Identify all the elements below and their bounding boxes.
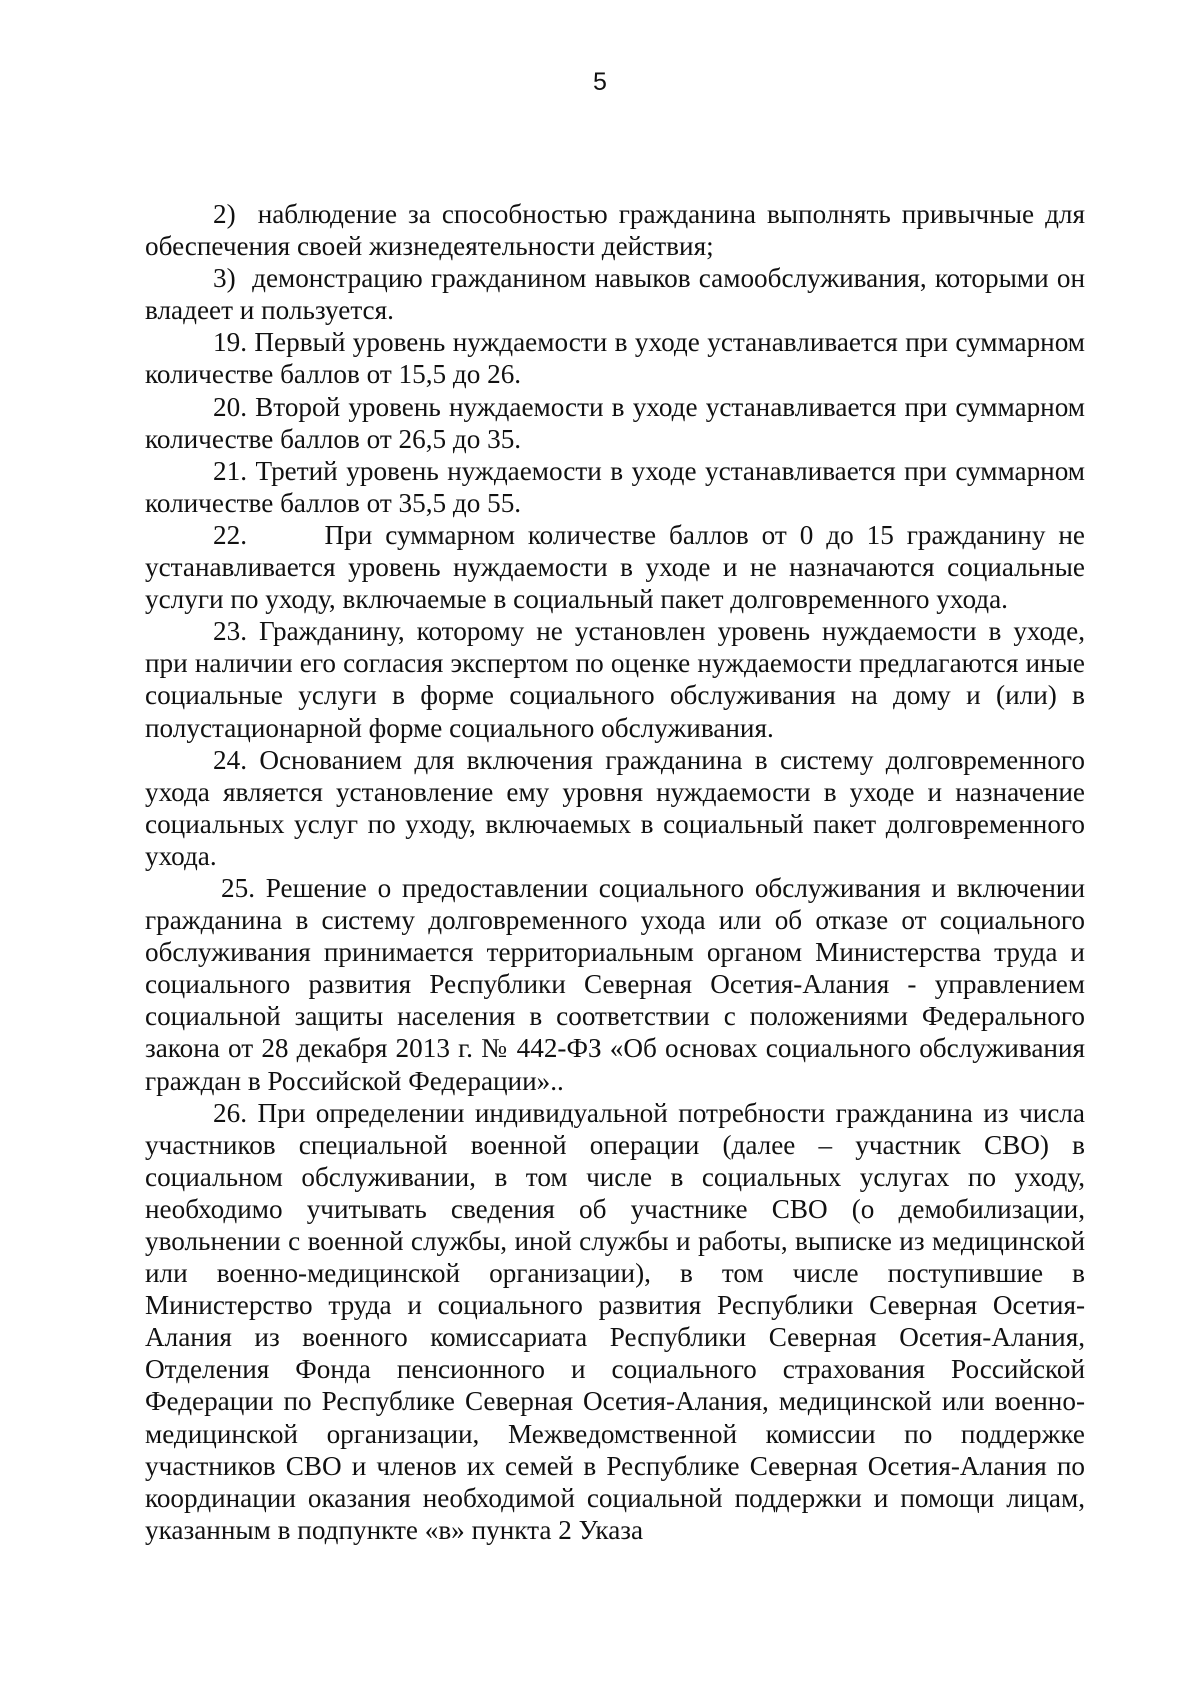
paragraph-number: 19. xyxy=(213,327,247,358)
paragraph-text: наблюдение за способностью гражданина выполнять привычные для обеспечения своей жизнедеятельности действия; xyxy=(145,199,1086,262)
paragraph-19 xyxy=(145,326,1085,390)
paragraph-number: 23. xyxy=(213,616,247,647)
paragraph-23 xyxy=(145,615,1085,743)
page-number: 5 xyxy=(593,68,607,96)
paragraph-text: Решение о предоставлении социального обслуживания и включении гражданина в систему долговременного ухода или об отказе от социального обслуживания принимается территориальным органом Министерства труда и социального развития Республики Северная Осетия-Алания - управлением социальной защиты населения в соответствии с положениями Федерального закона от 28 декабря 2013 г. № 442-ФЗ «Об основах социального обслуживания граждан в Российской Федерации».. xyxy=(145,872,1086,1096)
paragraph-20 xyxy=(145,391,1085,455)
paragraph-text: Первый уровень нуждаемости в уходе устанавливается при суммарном количестве баллов от 15,5 до 26. xyxy=(145,327,1085,390)
paragraph-text: При определении индивидуальной потребности гражданина из числа участников специальной военной операции (далее – участник СВО) в социальном обслуживании, в том числе в социальных услугах по уходу, необходимо учитывать сведения об участнике СВО (о демобилизации, увольнении с военной службы, иной службы и работы, выписке из медицинской или военно-медицинской организации), в том числе поступившие в Министерство труда и социального развития Республики Северная Осетия-Алания из военного комиссариата Республики Северная Осетия-Алания, Отделения Фонда пенсионного и социального страхования Российской Федерации по Республике Северная Осетия-Алания, медицинской или военно-медицинской организации, Межведомственной комиссии по поддержке участников СВО и членов их семей в Республике Северная Осетия-Алания по координации оказания необходимой социальной поддержки и помощи лицам, указанным в подпункте «в» пункта 2 Указа xyxy=(145,1097,1085,1545)
paragraph-text: демонстрацию гражданином навыков самообслуживания, которыми он владеет и пользуется. xyxy=(145,263,1086,326)
paragraph-item-3 xyxy=(145,262,1085,326)
paragraph-25 xyxy=(145,872,1085,1097)
paragraph-22 xyxy=(145,519,1085,615)
paragraph-24 xyxy=(145,744,1085,872)
paragraph-number: 20. xyxy=(213,391,247,422)
document-body xyxy=(145,198,1085,1546)
paragraph-text: Гражданину, которому не установлен уровень нуждаемости в уходе, при наличии его согласия экспертом по оценке нуждаемости предлагаются иные социальные услуги в форме социального обслуживания на дому и (или) в полустационарной форме социального обслуживания. xyxy=(145,616,1086,743)
paragraph-26 xyxy=(145,1097,1085,1546)
paragraph-item-2 xyxy=(145,198,1085,262)
paragraph-text: Третий уровень нуждаемости в уходе устанавливается при суммарном количестве баллов от 35,5 до 55. xyxy=(145,455,1085,518)
paragraph-number: 3) xyxy=(213,263,236,294)
paragraph-number: 24. xyxy=(213,744,247,775)
paragraph-number: 21. xyxy=(213,455,247,486)
paragraph-number: 22. xyxy=(213,519,247,550)
paragraph-text: Основанием для включения гражданина в систему долговременного ухода является установление ему уровня нуждаемости в уходе и назначение социальных услуг по уходу, включаемых в социальный пакет долговременного ухода. xyxy=(145,744,1085,871)
paragraph-21 xyxy=(145,455,1085,519)
paragraph-number: 2) xyxy=(213,199,236,229)
paragraph-text: Второй уровень нуждаемости в уходе устанавливается при суммарном количестве баллов от 26,5 до 35. xyxy=(145,391,1086,454)
paragraph-number: 25. xyxy=(221,872,255,903)
paragraph-number: 26. xyxy=(213,1097,247,1128)
paragraph-text: При суммарном количестве баллов от 0 до 15 гражданину не устанавливается уровень нуждаемости в уходе и не назначаются социальные услуги по уходу, включаемые в социальный пакет долговременного ухода. xyxy=(145,519,1085,615)
